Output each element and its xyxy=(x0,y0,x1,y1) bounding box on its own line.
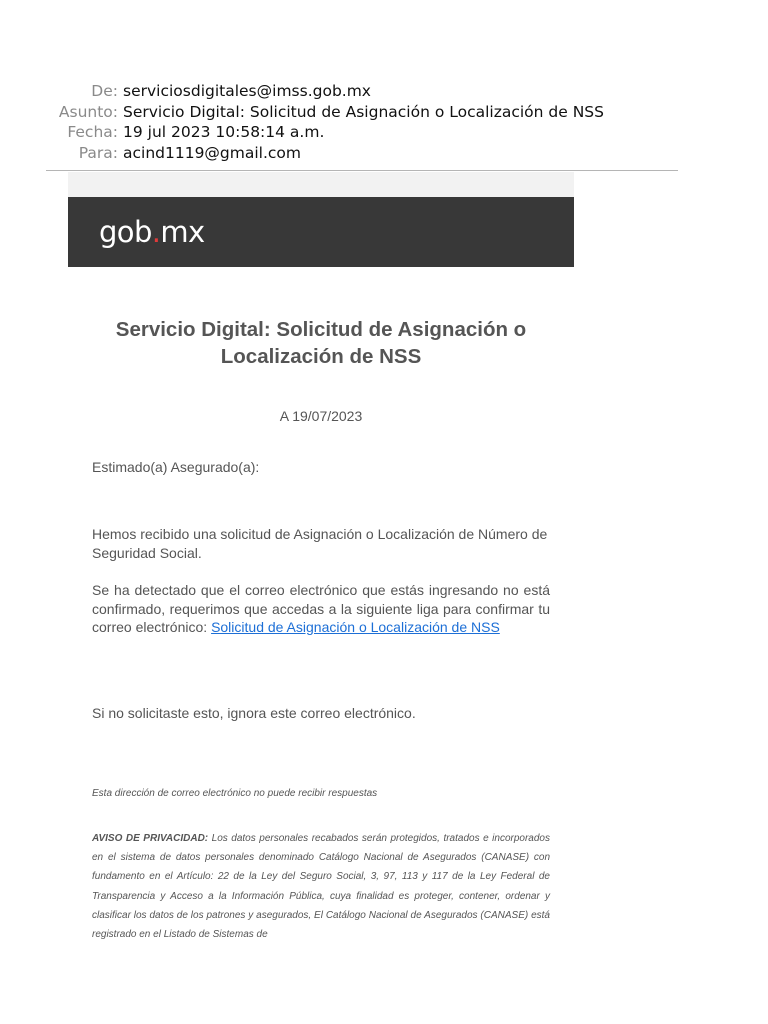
subject-value: Servicio Digital: Solicitud de Asignación o Localización de NSS xyxy=(123,102,604,121)
greeting-text: Estimado(a) Asegurado(a): xyxy=(92,459,260,475)
top-strip xyxy=(68,172,574,197)
paragraph-ignore xyxy=(92,704,550,723)
paragraph-confirm-email xyxy=(92,581,550,637)
privacy-notice xyxy=(92,829,550,944)
paragraph-confirm-text xyxy=(92,581,550,637)
paragraph-ignore-text: Si no solicitaste esto, ignora este correo electrónico. xyxy=(92,705,416,721)
paragraph-request-text: Hemos recibido una solicitud de Asignación o Localización de Número de Seguridad Social. xyxy=(92,526,548,561)
subject-row xyxy=(0,102,768,123)
gobmx-banner xyxy=(68,197,574,267)
no-reply-note: Esta dirección de correo electrónico no puede recibir respuestas xyxy=(92,788,378,799)
subject-label: Asunto: xyxy=(58,102,118,121)
logo-dot: . xyxy=(151,215,161,249)
logo-part-mx: mx xyxy=(160,215,205,249)
to-label: Para: xyxy=(78,143,118,162)
email-header xyxy=(0,81,768,163)
date-value: 19 jul 2023 10:58:14 a.m. xyxy=(123,123,325,141)
logo-part-gob: gob xyxy=(99,215,152,249)
from-row xyxy=(0,81,768,102)
date-label: Fecha: xyxy=(67,123,118,141)
greeting xyxy=(92,458,550,477)
paragraph-request-received xyxy=(92,525,550,562)
paragraph-confirm-body: Se ha detectado que el correo electrónico que estás ingresando no está confirmado, requerimos que accedas a la siguiente liga para confirmar tu correo electrónico: xyxy=(92,582,550,635)
privacy-label: AVISO DE PRIVACIDAD: xyxy=(92,833,209,844)
gobmx-logo[interactable] xyxy=(99,214,205,250)
to-row xyxy=(0,143,768,164)
date-row xyxy=(0,122,768,143)
privacy-text: Los datos personales recabados serán protegidos, tratados e incorporados en el sistema de datos personales denominado Catálogo Nacional de Asegurados (CANASE) con fundamento en el Artículo: 22 de la Ley del Seguro Social, 3, 97, 113 y 117 de la Ley Federal de Transparencia y Acceso a la Información Pública, cuya finalidad es proteger, contener, ordenar y clasificar los datos de los patrones y asegurados, El Catálogo Nacional de Asegurados (CANASE) está registrado en el Listado de Sistemas de xyxy=(92,833,550,941)
header-divider xyxy=(46,170,678,171)
from-label: De: xyxy=(91,82,118,100)
to-value[interactable]: acind1119@gmail.com xyxy=(123,143,302,162)
email-title: Servicio Digital: Solicitud de Asignación o Localización de NSS xyxy=(115,318,527,368)
from-value[interactable]: serviciosdigitales@imss.gob.mx xyxy=(123,82,371,100)
email-date-line: A 19/07/2023 xyxy=(279,408,363,424)
confirm-email-link[interactable]: Solicitud de Asignación o Localización de NSS xyxy=(211,619,500,635)
